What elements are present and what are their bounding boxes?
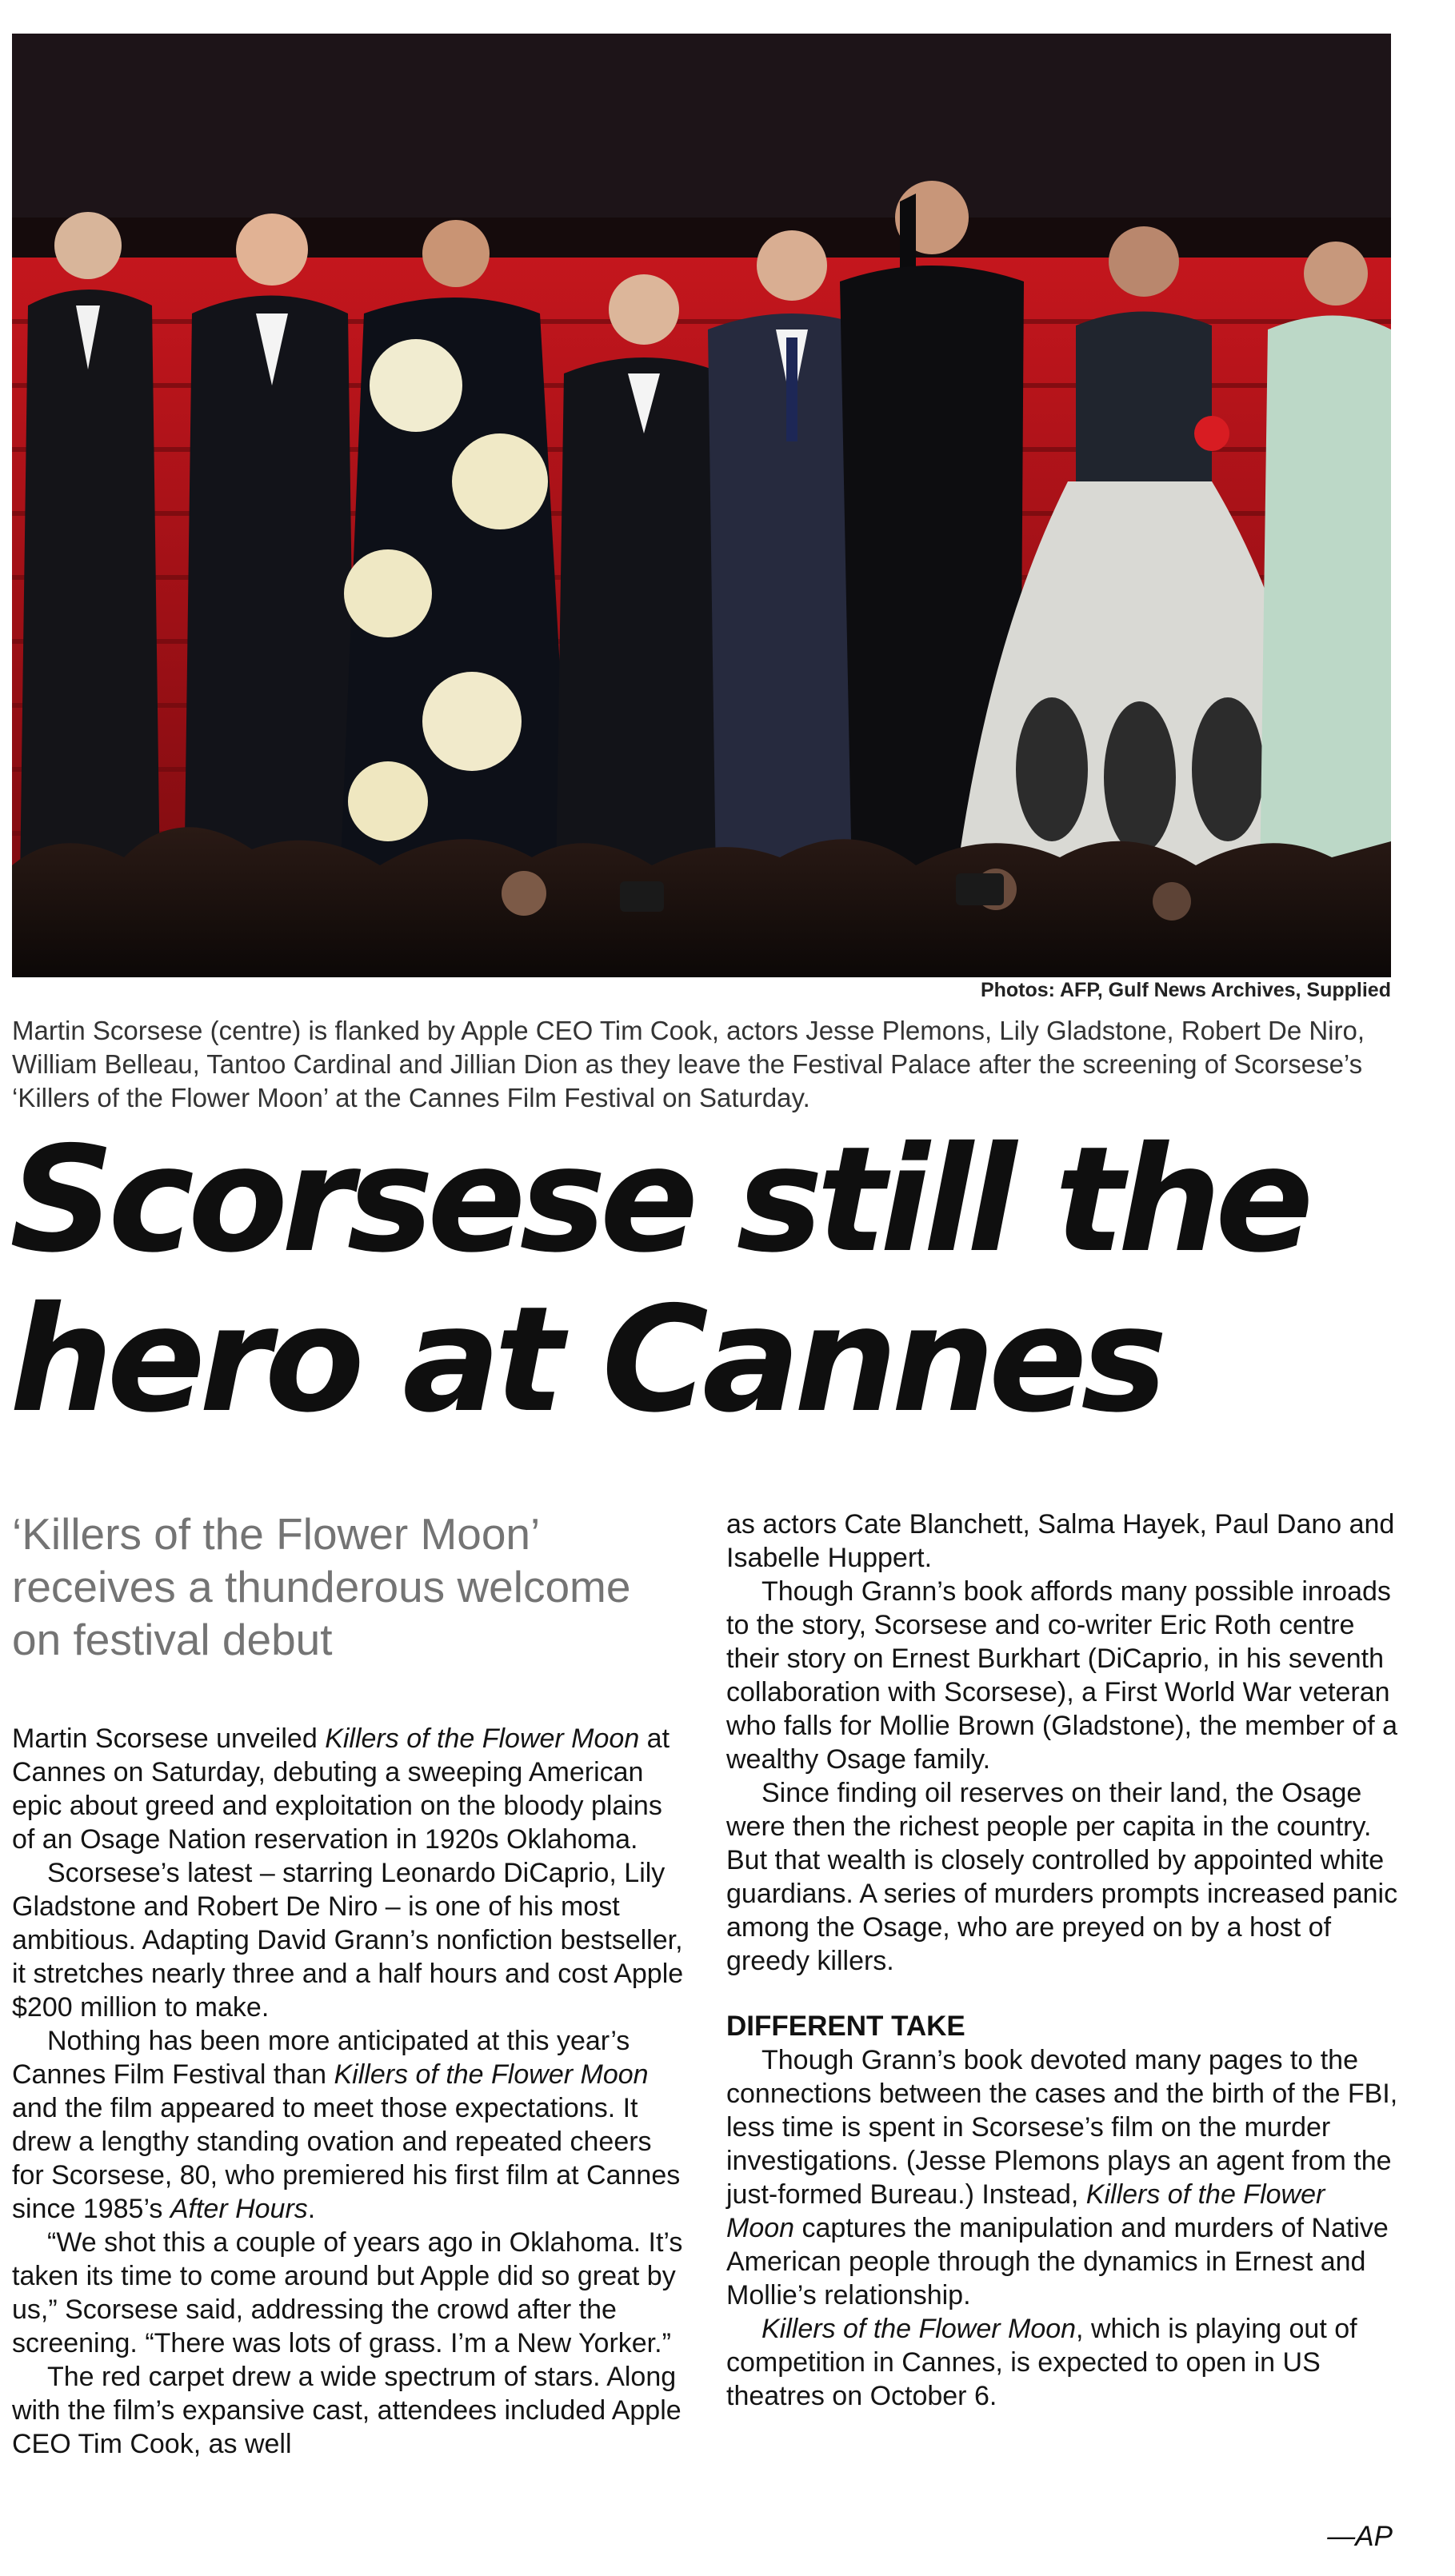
film-title: Killers of the Flower Moon [334, 2059, 649, 2090]
body-paragraph-6: as actors Cate Blanchett, Salma Hayek, Paul Dano and Isabelle Huppert. [726, 1509, 1395, 1573]
text-run: Though Grann’s book devoted many pages to the connections between the cases and the birth of the FBI, less time is spent in Scorsese’s film on the murder investigations. (Jesse Plemons plays an agent from the just-formed Bureau.) Instead, [726, 2045, 1398, 2210]
text-run: , which is playing out of competition in Cannes, is expected to open in US theatres on October 6. [726, 2314, 1357, 2411]
headline-line-2: hero at Cannes [10, 1275, 1161, 1444]
photo-illustration [12, 34, 1391, 977]
headline [10, 1115, 1433, 1444]
photo-caption: Martin Scorsese (centre) is flanked by Apple CEO Tim Cook, actors Jesse Plemons, Lily Gladstone, Robert De Niro, William Belleau, Tantoo Cardinal and Jillian Dion as they leave the Festival Palace after the screening of Scorsese’s ‘Killers of the Flower Moon’ at the Cannes Film Festival on Saturday. [12, 1016, 1365, 1112]
text-run: at Cannes on Saturday, debuting a sweeping American epic about greed and exploitation on the bloody plains of an Osage Nation reservation in 1920s Oklahoma. [12, 1723, 670, 1855]
body-paragraph-3 [12, 2024, 684, 2226]
film-title: Killers of the Flower Moon [761, 2314, 1077, 2344]
subhead-different-take: DIFFERENT TAKE [726, 2011, 965, 2042]
signoff: —AP [1327, 2521, 1393, 2552]
text-run: captures the manipulation and murders of Native American people through the dynamics in Ernest and Mollie’s relationship. [726, 2213, 1389, 2310]
cannes-photo [12, 34, 1391, 977]
headline-line-1: Scorsese still the [10, 1115, 1308, 1284]
standfirst: ‘Killers of the Flower Moon’ receives a thunderous welcome on festival debut [12, 1509, 631, 1664]
article-column-left [12, 1508, 684, 2461]
article-column-right [726, 1508, 1398, 2413]
body-paragraph-9 [726, 2043, 1398, 2312]
film-title: Killers of the Flower Moon [726, 2179, 1325, 2243]
film-title: Killers of the Flower Moon [325, 1723, 640, 1754]
film-title: After Hours [170, 2194, 308, 2224]
text-run: Nothing has been more anticipated at this year’s Cannes Film Festival than [12, 2026, 630, 2090]
body-paragraph-7: Though Grann’s book affords many possible inroads to the story, Scorsese and co-writer Eric Roth centre their story on Ernest Burkhart (DiCaprio, in his seventh collaboration with Scorsese), a First World War veteran who falls for Mollie Brown (Gladstone), the member of a wealthy Osage family. [726, 1576, 1398, 1775]
body-paragraph-4: “We shot this a couple of years ago in Oklahoma. It’s taken its time to come around but Apple did so great by us,” Scorsese said, addressing the crowd after the screening. “There was lots of grass. I’m a New Yorker.” [12, 2227, 683, 2358]
photo-credit: Photos: AFP, Gulf News Archives, Supplied [980, 979, 1391, 1001]
body-paragraph-5: The red carpet drew a wide spectrum of stars. Along with the film’s expansive cast, attendees included Apple CEO Tim Cook, as well [12, 2362, 682, 2459]
body-paragraph-2: Scorsese’s latest – starring Leonardo DiCaprio, Lily Gladstone and Robert De Niro – is one of his most ambitious. Adapting David Grann’s nonfiction bestseller, it stretches nearly three and a half hours and cost Apple $200 million to make. [12, 1858, 684, 2023]
text-run: . [307, 2194, 316, 2224]
body-paragraph-8: Since finding oil reserves on their land, the Osage were then the richest people per capita in the country. But that wealth is closely controlled by appointed white guardians. A series of murders prompts increased panic among the Osage, who are preyed on by a host of greedy killers. [726, 1778, 1398, 1976]
body-paragraph-10 [726, 2312, 1398, 2413]
text-run: Martin Scorsese unveiled [12, 1723, 326, 1754]
text-run: and the film appeared to meet those expectations. It drew a lengthy standing ovation and repeated cheers for Scorsese, 80, who premiered his first film at Cannes since 1985’s [12, 2093, 681, 2224]
body-paragraph-1 [12, 1722, 684, 1856]
